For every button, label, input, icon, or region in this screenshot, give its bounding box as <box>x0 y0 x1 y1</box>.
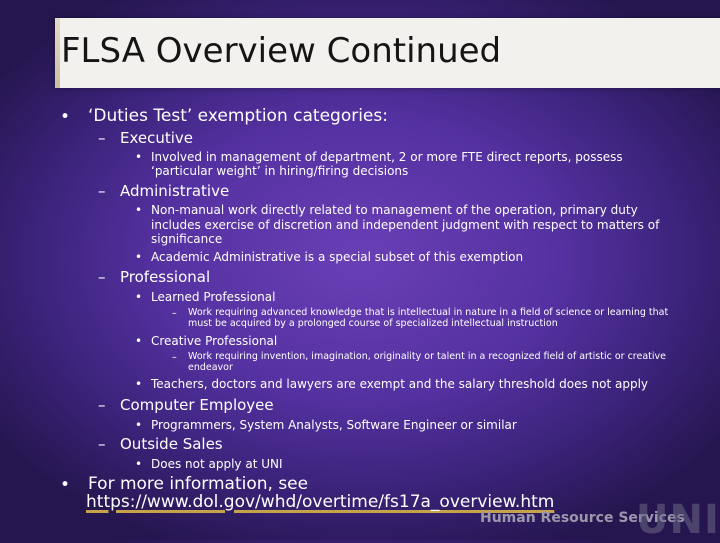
professional-label: Professional <box>120 268 211 286</box>
more-info-text: For more information, see <box>88 474 309 494</box>
dash-marker: – <box>172 352 177 363</box>
footer-department: Human Resource Services <box>480 510 685 526</box>
dash-marker: – <box>98 182 106 200</box>
title-bar-accent <box>55 18 60 88</box>
dash-marker: – <box>98 268 106 286</box>
duties-test-heading: ‘Duties Test’ exemption categories: <box>88 106 388 126</box>
bullet-marker: • <box>135 290 143 304</box>
creative-professional-label: Creative Professional <box>151 334 278 348</box>
slide-title: FLSA Overview Continued <box>61 31 502 71</box>
bullet-marker: • <box>135 418 143 432</box>
bullet-marker: • <box>135 334 143 348</box>
computer-employee-label: Computer Employee <box>120 396 274 414</box>
bullet-marker: • <box>135 250 143 264</box>
dol-overview-link[interactable]: https://www.dol.gov/whd/overtime/fs17a_overview.htm <box>86 492 555 512</box>
bullet-marker: • <box>135 203 143 217</box>
bullet-marker: • <box>135 150 143 164</box>
bullet-marker: • <box>135 457 143 471</box>
bullet-marker: • <box>60 107 71 127</box>
academic-administrative-detail: Academic Administrative is a special subset of this exemption <box>151 250 524 264</box>
learned-professional-detail: Work requiring advanced knowledge that is intellectual in nature in a field of science or learning that must be acquired by a prolonged course of specialized intellectual instruction <box>188 307 669 329</box>
bullet-marker: • <box>135 377 143 391</box>
executive-detail: Involved in management of department, 2 or more FTE direct reports, possess ‘particular weight’ in hiring/firing decisions <box>151 150 623 178</box>
dash-marker: – <box>98 435 106 453</box>
dash-marker: – <box>98 129 106 147</box>
bullet-marker: • <box>60 475 71 495</box>
teachers-detail: Teachers, doctors and lawyers are exempt and the salary threshold does not apply <box>151 377 649 391</box>
uni-logo: UNI <box>636 497 720 543</box>
learned-professional-label: Learned Professional <box>151 290 276 304</box>
dash-marker: – <box>98 396 106 414</box>
dash-marker: – <box>172 308 177 319</box>
outside-sales-detail: Does not apply at UNI <box>151 457 283 471</box>
outside-sales-label: Outside Sales <box>120 435 223 453</box>
title-bar <box>55 18 720 88</box>
executive-label: Executive <box>120 129 194 147</box>
administrative-detail: Non-manual work directly related to management of the operation, primary duty includes exercise of discretion and independent judgment with respect to matters of significance <box>151 203 660 246</box>
administrative-label: Administrative <box>120 182 230 200</box>
computer-employee-detail: Programmers, System Analysts, Software Engineer or similar <box>151 418 517 432</box>
creative-professional-detail: Work requiring invention, imagination, originality or talent in a recognized field of artistic or creative endeavor <box>188 351 666 373</box>
